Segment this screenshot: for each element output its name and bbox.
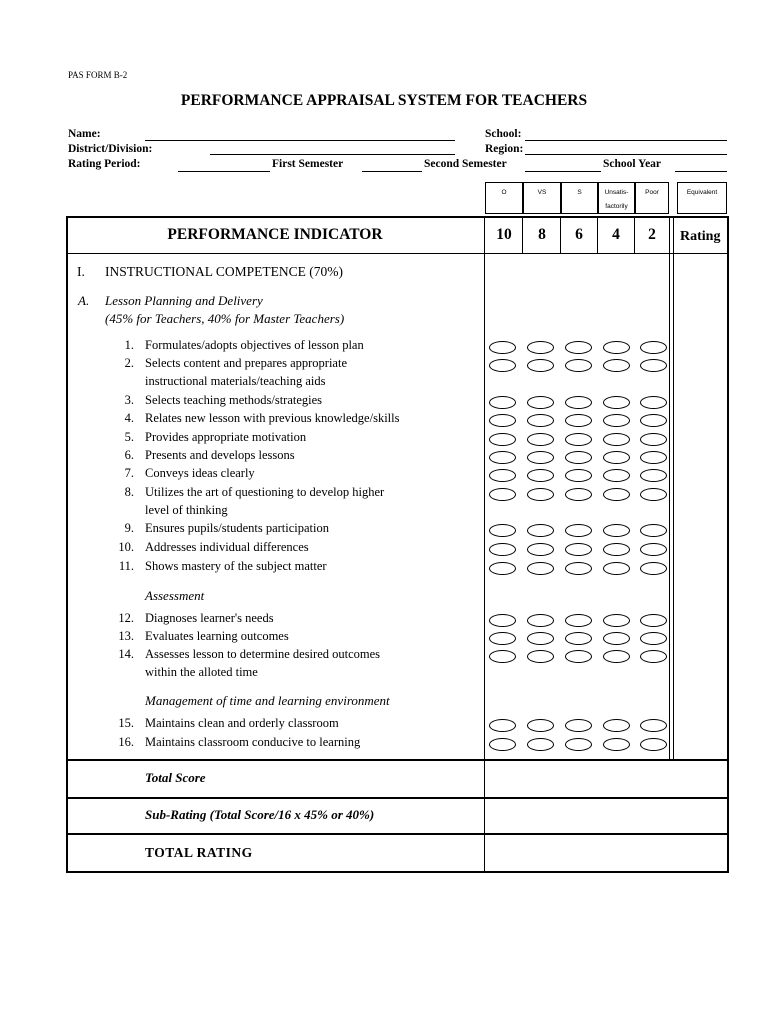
item-number: 1.	[124, 338, 134, 352]
rating-period-label: Rating Period:	[68, 158, 141, 170]
item-text: Maintains classroom conducive to learning	[145, 735, 361, 749]
rating-bubble-2[interactable]	[640, 524, 667, 537]
rating-bubble-2[interactable]	[640, 359, 667, 372]
district-label: District/Division:	[68, 143, 153, 155]
scale-header-o: O	[485, 182, 523, 214]
rating-bubble-4[interactable]	[603, 738, 630, 751]
item-text: Utilizes the art of questioning to develop higher	[145, 485, 385, 499]
item-number: 6.	[124, 448, 134, 462]
summary-divider	[66, 797, 729, 799]
rating-bubble-6[interactable]	[565, 719, 592, 732]
item-text: Formulates/adopts objectives of lesson plan	[145, 338, 364, 352]
rating-bubble-4[interactable]	[603, 433, 630, 446]
school-year-label: School Year	[603, 158, 662, 170]
rating-bubble-8[interactable]	[527, 396, 554, 409]
item-number: 12.	[118, 611, 134, 625]
rating-bubble-6[interactable]	[565, 451, 592, 464]
rating-bubble-8[interactable]	[527, 562, 554, 575]
rating-bubble-4[interactable]	[603, 524, 630, 537]
rating-bubble-10[interactable]	[489, 650, 516, 663]
item-text-continued: level of thinking	[145, 503, 228, 517]
item-number: 11.	[118, 559, 134, 573]
rating-bubble-4[interactable]	[603, 414, 630, 427]
scale-value-2: 2	[648, 226, 656, 243]
item-number: 8.	[124, 485, 134, 499]
district-field[interactable]	[210, 154, 455, 155]
item-text-continued: within the alloted time	[145, 665, 258, 679]
rating-bubble-2[interactable]	[640, 562, 667, 575]
item-text: Provides appropriate motivation	[145, 430, 307, 444]
sub-rating-label: Sub-Rating (Total Score/16 x 45% or 40%)	[145, 807, 375, 822]
item-text: Conveys ideas clearly	[145, 466, 255, 480]
item-text: Shows mastery of the subject matter	[145, 559, 327, 573]
rating-bubble-8[interactable]	[527, 341, 554, 354]
rating-bubble-8[interactable]	[527, 614, 554, 627]
scale-value-4: 4	[612, 226, 620, 243]
rating-bubble-2[interactable]	[640, 614, 667, 627]
scale-value-10: 10	[496, 226, 512, 243]
rating-bubble-10[interactable]	[489, 488, 516, 501]
subsection-title: Lesson Planning and Delivery	[105, 293, 263, 308]
rating-bubble-8[interactable]	[527, 359, 554, 372]
rating-bubble-8[interactable]	[527, 451, 554, 464]
rating-bubble-6[interactable]	[565, 488, 592, 501]
rating-bubble-4[interactable]	[603, 543, 630, 556]
item-text: Selects content and prepares appropriate	[145, 356, 347, 370]
rating-bubble-8[interactable]	[527, 524, 554, 537]
scale-header-poor: Poor	[635, 182, 669, 214]
rating-bubble-10[interactable]	[489, 469, 516, 482]
rating-bubble-6[interactable]	[565, 543, 592, 556]
second-semester-field[interactable]	[362, 171, 422, 172]
name-field[interactable]	[145, 140, 455, 141]
scale-header-s: S	[561, 182, 598, 214]
rating-bubble-4[interactable]	[603, 632, 630, 645]
item-text: Evaluates learning outcomes	[145, 629, 289, 643]
rating-bubble-10[interactable]	[489, 719, 516, 732]
rating-bubble-8[interactable]	[527, 414, 554, 427]
school-year-field-a[interactable]	[525, 171, 601, 172]
scale-header-vs: VS	[523, 182, 561, 214]
rating-bubble-2[interactable]	[640, 341, 667, 354]
second-semester-label: Second Semester	[424, 158, 507, 170]
rating-bubble-4[interactable]	[603, 469, 630, 482]
rating-bubble-6[interactable]	[565, 433, 592, 446]
rating-bubble-10[interactable]	[489, 359, 516, 372]
summary-divider	[66, 759, 729, 761]
rating-bubble-8[interactable]	[527, 738, 554, 751]
rating-bubble-2[interactable]	[640, 451, 667, 464]
item-text: Addresses individual differences	[145, 540, 309, 554]
subsection-letter: A.	[78, 293, 90, 308]
item-text: Maintains clean and orderly classroom	[145, 716, 339, 730]
scale-value-8: 8	[538, 226, 546, 243]
rating-bubble-6[interactable]	[565, 524, 592, 537]
rating-bubble-6[interactable]	[565, 341, 592, 354]
rating-bubble-10[interactable]	[489, 543, 516, 556]
rating-bubble-2[interactable]	[640, 396, 667, 409]
subsection-weight: (45% for Teachers, 40% for Master Teachers)	[105, 311, 345, 326]
item-text: Ensures pupils/students participation	[145, 521, 330, 535]
rating-bubble-8[interactable]	[527, 488, 554, 501]
item-number: 2.	[124, 356, 134, 370]
rating-header: Rating	[680, 229, 721, 244]
rating-bubble-10[interactable]	[489, 562, 516, 575]
section-title: INSTRUCTIONAL COMPETENCE (70%)	[105, 264, 343, 279]
rating-bubble-4[interactable]	[603, 562, 630, 575]
rating-bubble-2[interactable]	[640, 488, 667, 501]
name-label: Name:	[68, 128, 101, 140]
rating-bubble-6[interactable]	[565, 414, 592, 427]
summary-divider	[66, 833, 729, 835]
scale-value-6: 6	[575, 226, 583, 243]
rating-bubble-8[interactable]	[527, 543, 554, 556]
total-score-label: Total Score	[145, 770, 206, 785]
indicator-header: PERFORMANCE INDICATOR	[167, 226, 383, 243]
first-semester-label: First Semester	[272, 158, 344, 170]
item-number: 10.	[118, 540, 134, 554]
item-text: Diagnoses learner's needs	[145, 611, 274, 625]
rating-bubble-2[interactable]	[640, 543, 667, 556]
item-text: Presents and develops lessons	[145, 448, 295, 462]
rating-bubble-2[interactable]	[640, 719, 667, 732]
item-number: 5.	[124, 430, 134, 444]
first-semester-field[interactable]	[178, 171, 270, 172]
item-number: 13.	[118, 629, 134, 643]
rating-bubble-10[interactable]	[489, 614, 516, 627]
rating-bubble-4[interactable]	[603, 614, 630, 627]
scale-header-unsatisfactorily: Unsatis-factorily	[598, 182, 635, 214]
rating-bubble-8[interactable]	[527, 719, 554, 732]
form-id: PAS FORM B-2	[68, 70, 128, 80]
item-number: 7.	[124, 466, 134, 480]
rating-bubble-10[interactable]	[489, 396, 516, 409]
rating-bubble-6[interactable]	[565, 632, 592, 645]
page-title: PERFORMANCE APPRAISAL SYSTEM FOR TEACHERS	[180, 92, 588, 109]
header-divider	[66, 253, 729, 254]
item-number: 16.	[118, 735, 134, 749]
school-year-field-b[interactable]	[675, 171, 727, 172]
rating-bubble-10[interactable]	[489, 738, 516, 751]
region-label: Region:	[485, 143, 524, 155]
item-number: 14.	[118, 647, 134, 661]
rating-bubble-6[interactable]	[565, 614, 592, 627]
rating-bubble-8[interactable]	[527, 650, 554, 663]
item-text: Relates new lesson with previous knowledge/skills	[145, 411, 400, 425]
rating-bubble-2[interactable]	[640, 738, 667, 751]
rating-bubble-4[interactable]	[603, 488, 630, 501]
item-text: Assesses lesson to determine desired outcomes	[145, 647, 381, 661]
rating-bubble-4[interactable]	[603, 396, 630, 409]
total-rating-label: TOTAL RATING	[145, 845, 253, 860]
rating-bubble-2[interactable]	[640, 414, 667, 427]
item-number: 3.	[124, 393, 134, 407]
rating-bubble-4[interactable]	[603, 719, 630, 732]
section-number: I.	[77, 264, 85, 279]
rating-bubble-4[interactable]	[603, 650, 630, 663]
region-field[interactable]	[525, 154, 727, 155]
subhead-assessment: Assessment	[145, 588, 205, 603]
rating-bubble-6[interactable]	[565, 469, 592, 482]
rating-bubble-6[interactable]	[565, 650, 592, 663]
indicator-column-divider	[484, 216, 485, 873]
rating-col-line	[673, 216, 674, 760]
rating-bubble-10[interactable]	[489, 632, 516, 645]
rating-bubble-2[interactable]	[640, 469, 667, 482]
item-number: 9.	[124, 521, 134, 535]
item-text-continued: instructional materials/teaching aids	[145, 374, 326, 388]
rating-bubble-10[interactable]	[489, 341, 516, 354]
item-text: Selects teaching methods/strategies	[145, 393, 323, 407]
rating-bubble-8[interactable]	[527, 632, 554, 645]
rating-bubble-4[interactable]	[603, 359, 630, 372]
subhead-management: Management of time and learning environment	[145, 693, 390, 708]
item-number: 15.	[118, 716, 134, 730]
item-number: 4.	[124, 411, 134, 425]
rating-bubble-6[interactable]	[565, 359, 592, 372]
school-label: School:	[485, 128, 522, 140]
rating-bubble-10[interactable]	[489, 451, 516, 464]
rating-col-line	[669, 216, 670, 760]
rating-bubble-4[interactable]	[603, 451, 630, 464]
rating-bubble-10[interactable]	[489, 524, 516, 537]
rating-bubble-4[interactable]	[603, 341, 630, 354]
rating-bubble-8[interactable]	[527, 469, 554, 482]
rating-bubble-6[interactable]	[565, 396, 592, 409]
rating-bubble-10[interactable]	[489, 433, 516, 446]
rating-bubble-2[interactable]	[640, 433, 667, 446]
rating-bubble-2[interactable]	[640, 650, 667, 663]
rating-bubble-6[interactable]	[565, 562, 592, 575]
rating-bubble-8[interactable]	[527, 433, 554, 446]
rating-bubble-2[interactable]	[640, 632, 667, 645]
rating-bubble-6[interactable]	[565, 738, 592, 751]
school-field[interactable]	[525, 140, 727, 141]
equivalent-header: Equivalent	[677, 182, 727, 214]
rating-bubble-10[interactable]	[489, 414, 516, 427]
